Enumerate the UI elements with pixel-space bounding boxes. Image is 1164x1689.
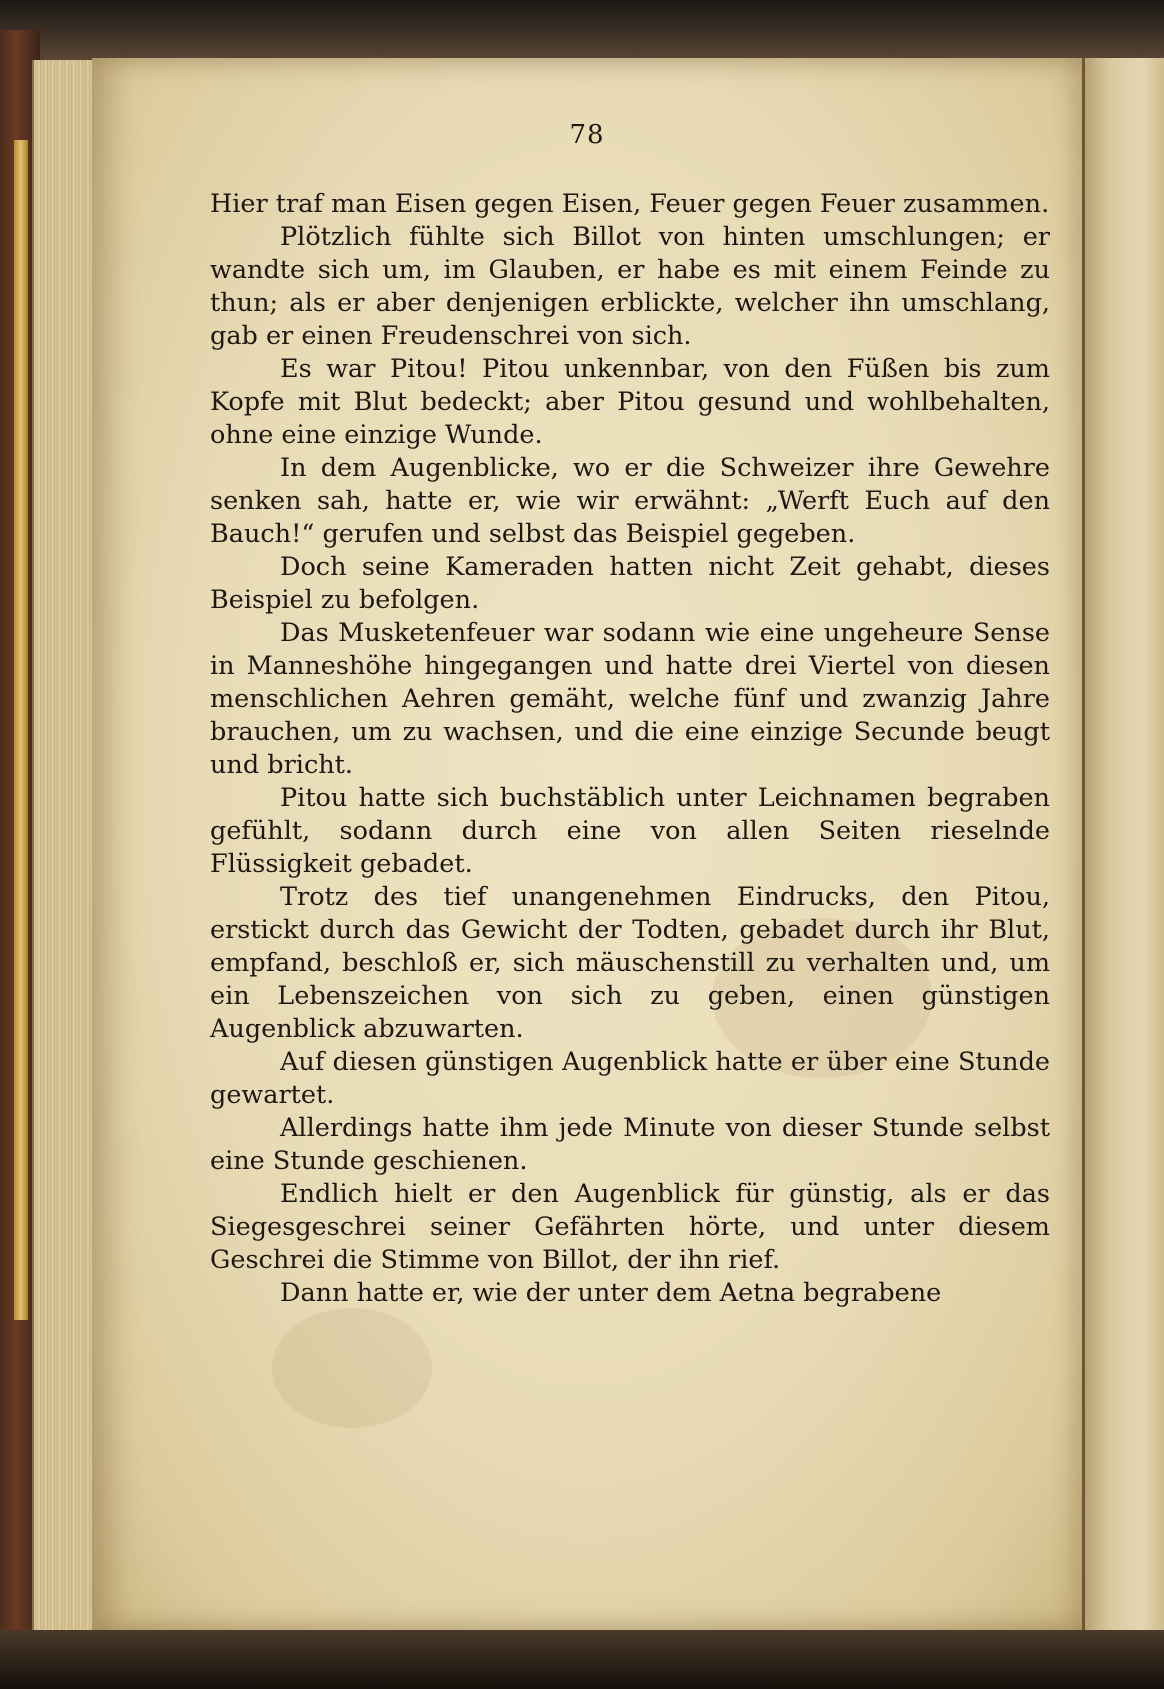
- paragraph: Endlich hielt er den Augenblick für günstig, als er das Siegesgeschrei seiner Gefährten hörte, und unter diesem Geschrei die Stimme von Billot, der ihn rief.: [210, 1179, 1050, 1275]
- paragraph: Pitou hatte sich buchstäblich unter Leichnamen begraben gefühlt, sodann durch eine von allen Seiten rieselnde Flüssigkeit gebadet.: [210, 783, 1050, 879]
- paragraph: In dem Augenblicke, wo er die Schweizer ihre Gewehre senken sah, hatte er, wie wir erwähnt: „Werft Euch auf den Bauch!“ gerufen und selbst das Beispiel gegeben.: [210, 453, 1050, 549]
- paragraph: Plötzlich fühlte sich Billot von hinten umschlungen; er wandte sich um, im Glauben, er habe es mit einem Feinde zu thun; als er aber denjenigen erblickte, welcher ihn umschlang, gab er einen Freudenschrei von sich.: [210, 222, 1050, 351]
- paragraph: Trotz des tief unangenehmen Eindrucks, den Pitou, erstickt durch das Gewicht der Todten, gebadet durch ihr Blut, empfand, beschloß er, sich mäuschenstill zu verhalten und, um ein Lebenszeichen von sich zu geben, einen günstigen Augenblick abzuwarten.: [210, 882, 1050, 1044]
- paragraph: Auf diesen günstigen Augenblick hatte er über eine Stunde gewartet.: [210, 1047, 1050, 1110]
- paragraph: Allerdings hatte ihm jede Minute von dieser Stunde selbst eine Stunde geschienen.: [210, 1113, 1050, 1176]
- facing-page-edge: [1082, 58, 1164, 1630]
- paragraph: Es war Pitou! Pitou unkennbar, von den Füßen bis zum Kopfe mit Blut bedeckt; aber Pitou gesund und wohlbehalten, ohne eine einzige Wunde.: [210, 354, 1050, 450]
- paragraph: Hier traf man Eisen gegen Eisen, Feuer gegen Feuer zusammen.: [210, 189, 1050, 219]
- body-text: [210, 188, 1050, 1310]
- gilt-edge: [14, 140, 28, 1320]
- paragraph: Doch seine Kameraden hatten nicht Zeit gehabt, dieses Beispiel zu befolgen.: [210, 552, 1050, 615]
- book-page: [92, 58, 1082, 1630]
- page-number: 78: [569, 120, 605, 150]
- paper-stain: [272, 1308, 432, 1428]
- paragraph: Dann hatte er, wie der unter dem Aetna begrabene: [280, 1278, 942, 1308]
- book-cover-top: [0, 0, 1164, 60]
- paragraph: Das Musketenfeuer war sodann wie eine ungeheure Sense in Manneshöhe hingegangen und hatte drei Viertel von diesen menschlichen Aehren gemäht, welche fünf und zwanzig Jahre brauchen, um zu wachsen, und die eine einzige Secunde beugt und bricht.: [210, 618, 1050, 780]
- book-cover-bottom: [0, 1630, 1164, 1689]
